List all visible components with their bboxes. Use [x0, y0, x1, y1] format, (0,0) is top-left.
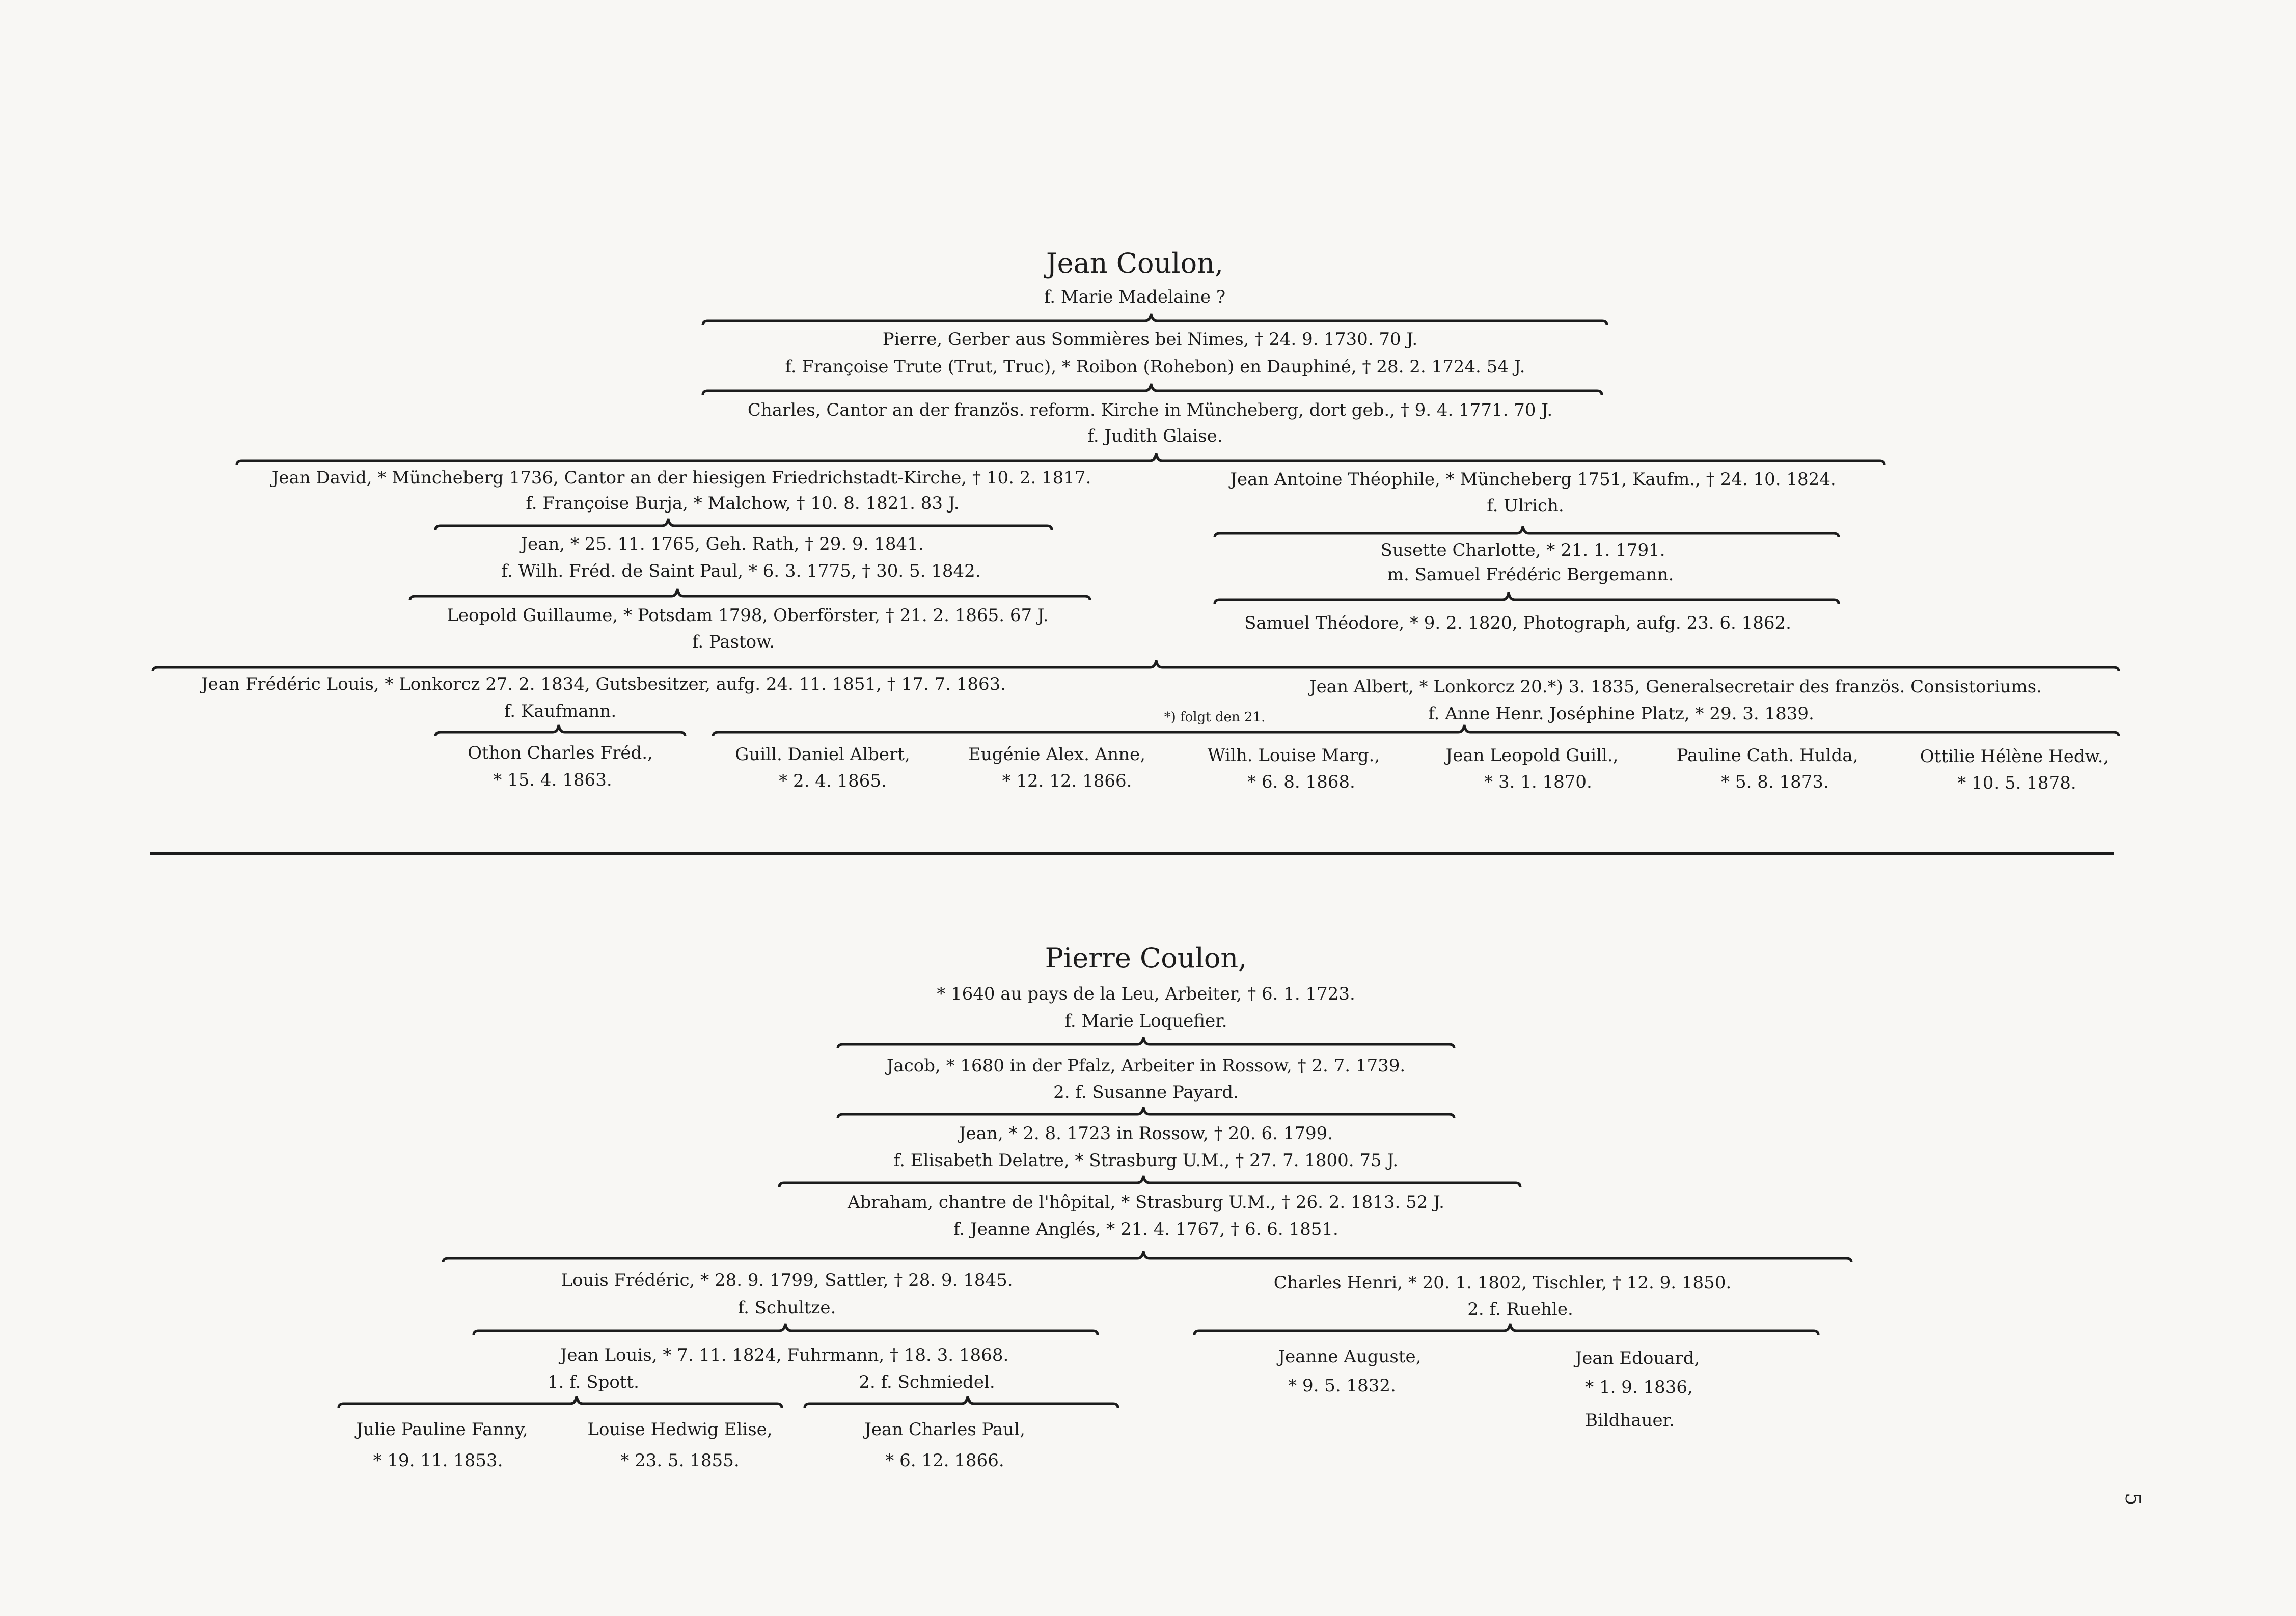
louis-frederic-line2: f. Schultze. — [737, 1298, 836, 1318]
jean-edouard-date: * 1. 9. 1836, — [1585, 1377, 1693, 1397]
child-date: * 10. 5. 1878. — [1957, 773, 2076, 793]
jean-1765-line1: Jean, * 25. 11. 1765, Geh. Rath, † 29. 9. 1841. — [521, 534, 924, 554]
jean-edouard-occupation: Bildhauer. — [1584, 1410, 1675, 1431]
jean-frederic-louis-line1: Jean Frédéric Louis, * Lonkorcz 27. 2. 1834, Gutsbesitzer, aufg. 24. 11. 1851, † 17. 7. 1863. — [201, 674, 1006, 694]
leopold-line2: f. Pastow. — [692, 632, 775, 652]
jean-1723-line1: Jean, * 2. 8. 1723 in Rossow, † 20. 6. 1799. — [959, 1123, 1333, 1144]
samuel-line1: Samuel Théodore, * 9. 2. 1820, Photograph, aufg. 23. 6. 1862. — [1244, 613, 1791, 633]
footnote: *) folgt den 21. — [1164, 710, 1266, 725]
jeanne-auguste-name: Jeanne Auguste, — [1278, 1346, 1422, 1367]
louis-frederic-line1: Louis Frédéric, * 28. 9. 1799, Sattler, † 28. 9. 1845. — [561, 1270, 1013, 1290]
child-date: * 12. 12. 1866. — [1002, 771, 1132, 791]
jeanne-auguste-date: * 9. 5. 1832. — [1288, 1376, 1396, 1396]
jean-antoine-line1: Jean Antoine Théophile, * Müncheberg 1751, Kaufm., † 24. 10. 1824. — [1230, 469, 1836, 490]
jean-louis-wife1: 1. f. Spott. — [548, 1372, 639, 1392]
jean-1765-line2: f. Wilh. Fréd. de Saint Paul, * 6. 3. 1775, † 30. 5. 1842. — [501, 561, 981, 581]
page-number: 5 — [2121, 1493, 2144, 1506]
jean-louis-wife2: 2. f. Schmiedel. — [859, 1372, 995, 1392]
jean-david-line2: f. Françoise Burja, * Malchow, † 10. 8. 1821. 83 J. — [526, 493, 960, 514]
jean-1723-line2: f. Elisabeth Delatre, * Strasburg U.M., † 27. 7. 1800. 75 J. — [893, 1150, 1399, 1171]
pierre-founder-line2: f. Marie Loquefier. — [1064, 1011, 1227, 1031]
julie-name: Julie Pauline Fanny, — [356, 1419, 528, 1440]
child-date: * 15. 4. 1863. — [493, 770, 612, 790]
pierre-line2: f. Françoise Trute (Trut, Truc), * Roibon (Rohebon) en Dauphiné, † 28. 2. 1724. 54 J. — [785, 357, 1525, 377]
child-date: * 5. 8. 1873. — [1721, 772, 1829, 792]
founder-name-pierre: Pierre Coulon, — [1045, 942, 1247, 974]
charles-line2: f. Judith Glaise. — [1087, 426, 1223, 446]
child-name: Guill. Daniel Albert, — [735, 744, 910, 765]
susette-line2: m. Samuel Frédéric Bergemann. — [1387, 564, 1674, 585]
louise-name: Louise Hedwig Elise, — [587, 1419, 773, 1440]
pierre-line1: Pierre, Gerber aus Sommières bei Nimes, † 24. 9. 1730. 70 J. — [882, 329, 1418, 349]
child-name: Wilh. Louise Marg., — [1207, 745, 1380, 766]
louise-date: * 23. 5. 1855. — [620, 1450, 740, 1471]
jean-charles-date: * 6. 12. 1866. — [885, 1450, 1004, 1471]
child-date: * 6. 8. 1868. — [1247, 772, 1355, 792]
founder-name-jean: Jean Coulon, — [1046, 247, 1224, 279]
jean-charles-name: Jean Charles Paul, — [864, 1419, 1025, 1440]
abraham-line2: f. Jeanne Anglés, * 21. 4. 1767, † 6. 6. 1851. — [953, 1219, 1338, 1240]
child-date: * 2. 4. 1865. — [779, 771, 887, 791]
julie-date: * 19. 11. 1853. — [373, 1450, 503, 1471]
jean-albert-line2: f. Anne Henr. Joséphine Platz, * 29. 3. 1839. — [1428, 704, 1814, 724]
leopold-line1: Leopold Guillaume, * Potsdam 1798, Oberförster, † 21. 2. 1865. 67 J. — [447, 605, 1049, 626]
jacob-line1: Jacob, * 1680 in der Pfalz, Arbeiter in Rossow, † 2. 7. 1739. — [886, 1056, 1406, 1076]
child-name: Othon Charles Fréd., — [468, 743, 653, 763]
jean-antoine-line2: f. Ulrich. — [1487, 496, 1564, 516]
jean-david-line1: Jean David, * Müncheberg 1736, Cantor an der hiesigen Friedrichstadt-Kirche, † 10. 2. 1817. — [271, 468, 1091, 488]
jean-louis-line1: Jean Louis, * 7. 11. 1824, Fuhrmann, † 18. 3. 1868. — [560, 1345, 1009, 1365]
child-date: * 3. 1. 1870. — [1484, 772, 1592, 792]
charles-henri-line1: Charles Henri, * 20. 1. 1802, Tischler, † 12. 9. 1850. — [1273, 1273, 1732, 1293]
pierre-founder-line1: * 1640 au pays de la Leu, Arbeiter, † 6. 1. 1723. — [937, 984, 1355, 1004]
jean-albert-line1: Jean Albert, * Lonkorcz 20.*) 3. 1835, Generalsecretair des französ. Consistoriums. — [1309, 677, 2042, 697]
child-name: Eugénie Alex. Anne, — [968, 744, 1145, 765]
jean-edouard-name: Jean Edouard, — [1575, 1348, 1700, 1368]
jacob-line2: 2. f. Susanne Payard. — [1053, 1082, 1239, 1102]
charles-line1: Charles, Cantor an der französ. reform. Kirche in Müncheberg, dort geb., † 9. 4. 1771. 70 J. — [747, 400, 1553, 420]
charles-henri-line2: 2. f. Ruehle. — [1467, 1299, 1573, 1319]
susette-line1: Susette Charlotte, * 21. 1. 1791. — [1380, 540, 1665, 560]
founder-wife-jean: f. Marie Madelaine ? — [1044, 287, 1226, 307]
child-name: Pauline Cath. Hulda, — [1676, 745, 1858, 766]
child-name: Ottilie Hélène Hedw., — [1920, 746, 2109, 767]
abraham-line1: Abraham, chantre de l'hôpital, * Strasburg U.M., † 26. 2. 1813. 52 J. — [848, 1192, 1444, 1213]
child-name: Jean Leopold Guill., — [1445, 745, 1619, 766]
jean-frederic-louis-line2: f. Kaufmann. — [504, 701, 617, 721]
